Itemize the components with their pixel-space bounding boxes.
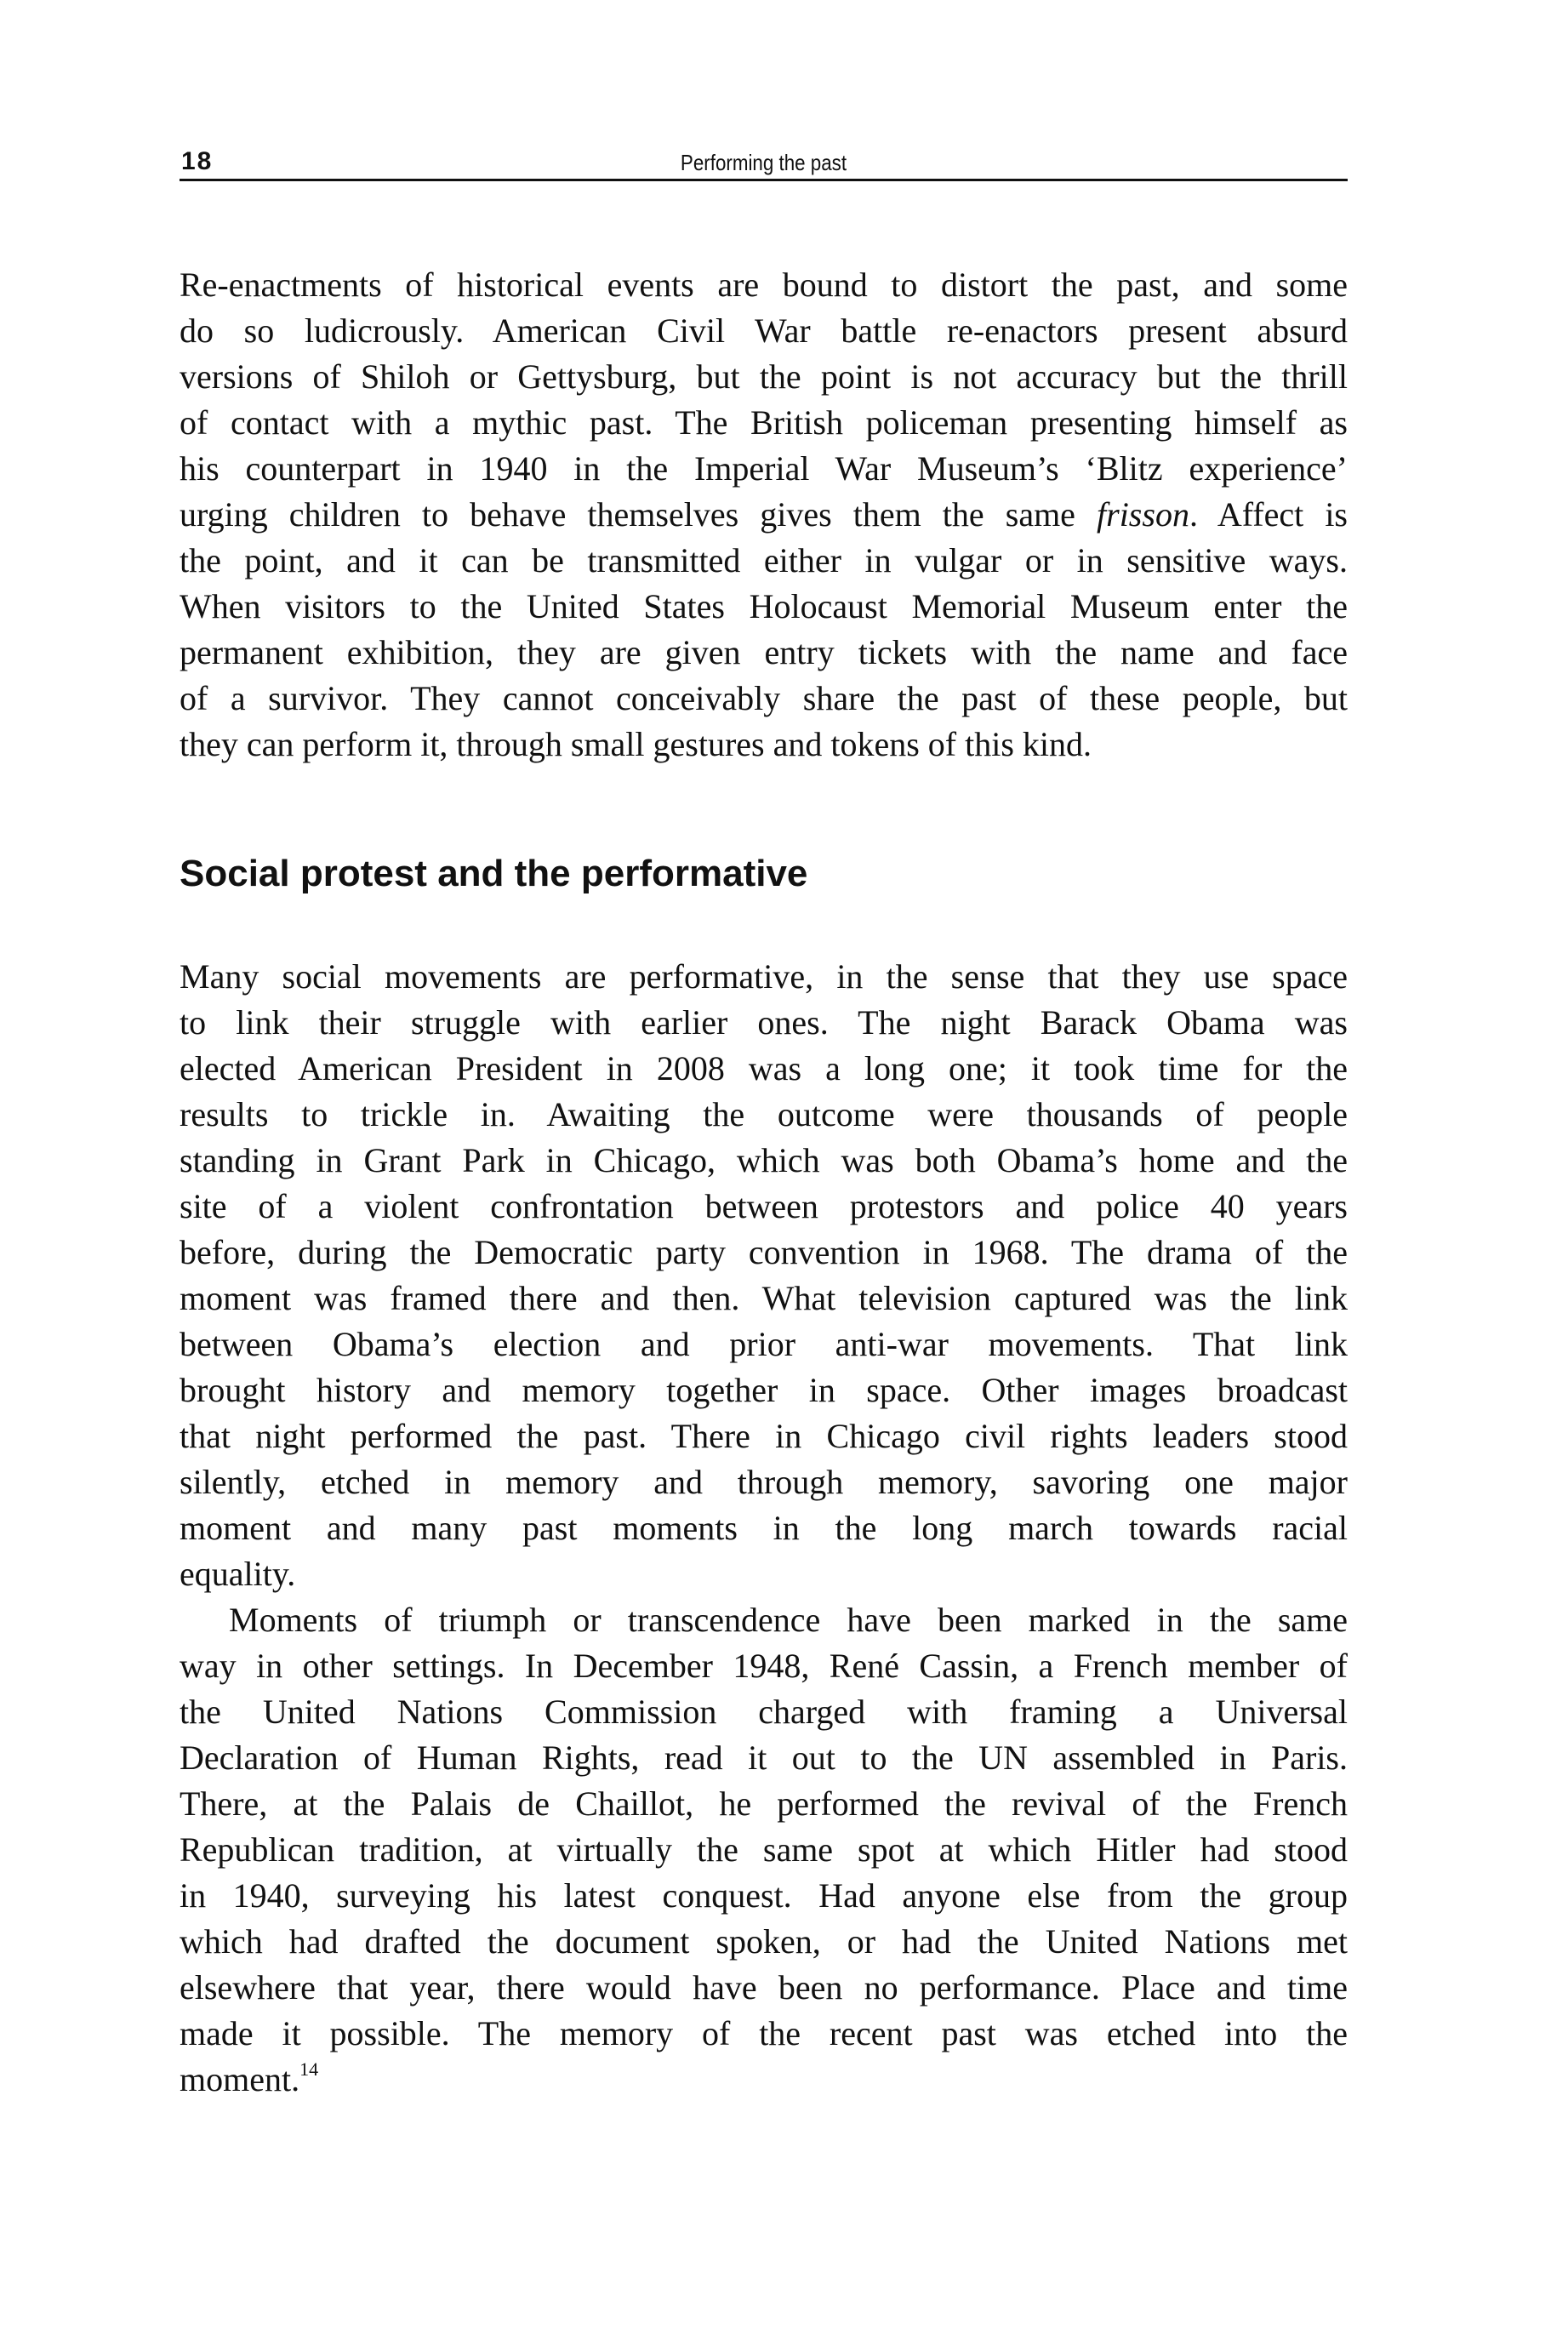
text-line: of a survivor. They cannot conceivably share the past of these people, but	[180, 679, 1348, 717]
text-line: brought history and memory together in space. Other images broadcast	[180, 1371, 1348, 1409]
text-line: that night performed the past. There in Chicago civil rights leaders stood	[180, 1417, 1348, 1455]
section-heading: Social protest and the performative	[180, 853, 808, 894]
footnote-reference[interactable]: 14	[299, 2058, 319, 2080]
running-title: Performing the past	[680, 150, 847, 175]
text-span: urging children to behave themselves gives them the same	[180, 495, 1075, 534]
text-line: standing in Grant Park in Chicago, which was both Obama’s home and the	[180, 1141, 1348, 1179]
text-line	[180, 492, 1348, 538]
text-line: equality.	[180, 1555, 296, 1593]
text-line: of contact with a mythic past. The British policeman presenting himself as	[180, 403, 1348, 442]
text-line: Republican tradition, at virtually the same spot at which Hitler had stood	[180, 1830, 1348, 1869]
text-span: . Affect is	[1189, 495, 1348, 534]
text-line: permanent exhibition, they are given entry tickets with the name and face	[180, 633, 1348, 671]
text-line: way in other settings. In December 1948, René Cassin, a French member of	[180, 1647, 1348, 1685]
text-line: Declaration of Human Rights, read it out to the UN assembled in Paris.	[180, 1738, 1348, 1777]
text-line: moment and many past moments in the long march towards racial	[180, 1509, 1348, 1547]
text-line: There, at the Palais de Chaillot, he performed the revival of the French	[180, 1784, 1348, 1823]
text-line	[180, 2057, 1348, 2103]
text-line: before, during the Democratic party convention in 1968. The drama of the	[180, 1233, 1348, 1271]
text-line: between Obama’s election and prior anti-war movements. That link	[180, 1325, 1348, 1363]
text-line: Many social movements are performative, in the sense that they use space	[180, 957, 1348, 996]
text-line: elsewhere that year, there would have been no performance. Place and time	[180, 1968, 1348, 2007]
text-line: in 1940, surveying his latest conquest. Had anyone else from the group	[180, 1876, 1348, 1915]
text-line: they can perform it, through small gestures and tokens of this kind.	[180, 725, 1092, 763]
text-span: moment.	[180, 2060, 300, 2098]
page-number: 18	[181, 147, 214, 175]
text-line: versions of Shiloh or Gettysburg, but the point is not accuracy but the thrill	[180, 357, 1348, 396]
text-line: When visitors to the United States Holocaust Memorial Museum enter the	[180, 587, 1348, 625]
text-line: site of a violent confrontation between protestors and police 40 years	[180, 1187, 1348, 1225]
text-line: silently, etched in memory and through memory, savoring one major	[180, 1463, 1348, 1501]
text-line: results to trickle in. Awaiting the outcome were thousands of people	[180, 1095, 1348, 1133]
text-line: the United Nations Commission charged with framing a Universal	[180, 1693, 1348, 1731]
text-line: elected American President in 2008 was a long one; it took time for the	[180, 1049, 1348, 1088]
text-line: to link their struggle with earlier ones. The night Barack Obama was	[180, 1003, 1348, 1042]
italic-term: frisson	[1097, 495, 1189, 534]
running-header	[180, 145, 1348, 181]
text-line: moment was framed there and then. What television captured was the link	[180, 1279, 1348, 1317]
text-line: his counterpart in 1940 in the Imperial War Museum’s ‘Blitz experience’	[180, 449, 1348, 488]
text-line: do so ludicrously. American Civil War battle re-enactors present absurd	[180, 311, 1348, 350]
text-line: Re-enactments of historical events are bound to distort the past, and some	[180, 265, 1348, 304]
text-line: which had drafted the document spoken, or had the United Nations met	[180, 1922, 1348, 1961]
text-line: the point, and it can be transmitted either in vulgar or in sensitive ways.	[180, 541, 1348, 579]
text-line: Moments of triumph or transcendence have been marked in the same	[229, 1601, 1348, 1639]
text-line: made it possible. The memory of the recent past was etched into the	[180, 2014, 1348, 2052]
